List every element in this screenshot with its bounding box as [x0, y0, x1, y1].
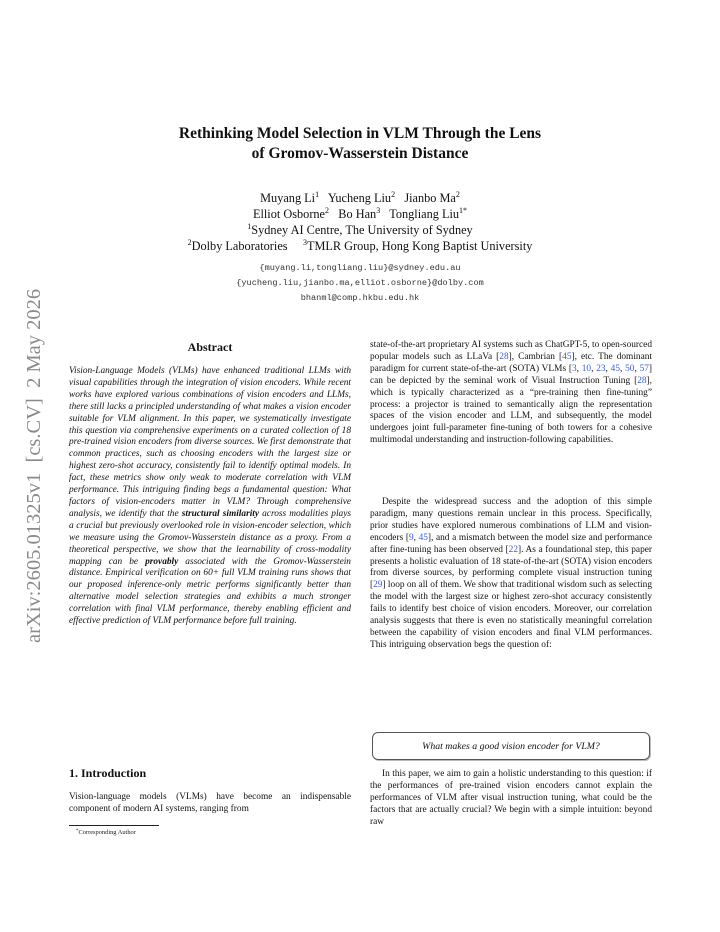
paragraph-text: Despite the widespread success and the adoption of this simple paradigm, many questions remain unclear in this process. Specifically, prior studies have explored numerous combinations of LLM and vision-encoders [ [370, 497, 652, 543]
citation-link[interactable]: 50 [625, 363, 635, 374]
abstract-text: Vision-Language Models (VLMs) have enhanced traditional LLMs with visual capabilities through the integration of vision encoders. While recent works have explored various combinations of vision encoders and LLMs, there still lacks a principled understanding of what makes a vision encoder suitable for VLM alignment. In this paper, we systematically investigate this question via comprehensive experiments on a curated collection of 18 pre-trained vision encoders from diverse sources. We first demonstrate that common practices, such as choosing encoders with the largest size or highest zero-shot accuracy, consistently fail to identify optimal models. In fact, these metrics show only weak to moderate correlation with VLM performance. This intriguing finding begs a fundamental question: What factors of vision-encoders matter in VLM? Through comprehensive analysis, we identify that the [69, 366, 351, 519]
email-block [110, 261, 610, 306]
affiliation: Sydney AI Centre, The University of Sydney [251, 223, 473, 237]
affiliation: Dolby Laboratories [191, 239, 288, 253]
paragraph-text: , [605, 363, 611, 374]
citation-link[interactable]: 57 [639, 363, 649, 374]
citation-link[interactable]: 45 [610, 363, 620, 374]
author-sup: 1* [459, 206, 468, 215]
intro-right-paragraph-1 [370, 340, 652, 447]
abstract-text: associated with the Gromov-Wasserstein distance. Empirical verification on 60+ full VLM training runs shows that our proposed inference-only metric performs significantly better than alternative model selection strategies and exhibits a much stronger correlation with final VLM performance, thereby enabling efficient and effective prediction of VLM performance before full training. [69, 556, 351, 627]
author-name: Yucheng Liu [327, 191, 392, 205]
author-line-2 [110, 206, 610, 222]
author-sup: 2 [455, 190, 460, 199]
intro-right-paragraph-2 [370, 497, 652, 652]
paragraph-text: ], and a mismatch between the model size and performance after fine-tuning has been observed [ [370, 532, 652, 555]
affiliation: TMLR Group, Hong Kong Baptist University [306, 239, 533, 253]
paragraph-text: ] loop on all of them. We show that traditional wisdom such as selecting the model with the largest size or highest zero-shot accuracy consistently fails to identify best choice of vision encoders. Moreover, our correlation analysis suggests that there is even no statistically meaningful correlation between the capability of vision encoders and final VLM performances. This intriguing observation begs the question of: [370, 580, 652, 650]
paragraph-text: ], Cambrian [ [508, 351, 563, 362]
citation-link[interactable]: 45 [562, 351, 572, 362]
research-question: What makes a good vision encoder for VLM? [422, 740, 600, 752]
citation-link[interactable]: 28 [637, 375, 647, 386]
author-name: Bo Han [338, 207, 377, 221]
intro-left-text: Vision-language models (VLMs) have become an indispensable component of modern AI systems, ranging from [69, 792, 351, 814]
author-sup: 2 [325, 206, 330, 215]
email-line: bhanml@comp.hkbu.edu.hk [300, 293, 420, 303]
citation-link[interactable]: 45 [418, 532, 428, 543]
email-line: {yucheng.liu,jianbo.ma,elliot.osborne}@dolby.com [236, 278, 484, 288]
paragraph-text: , [620, 363, 626, 374]
intro-right-paragraph-3: In this paper, we aim to gain a holistic understanding to this question: if the performances of pre-trained vision encoders cannot explain the performances of VLM after visual instruction tuning, what could be the factors that are actually crucial? We begin with a simple intuition: beyond raw [370, 769, 652, 827]
paragraph-text: , [634, 363, 640, 374]
footnote [76, 829, 136, 836]
paragraph-text: , [591, 363, 597, 374]
abstract-emphasis: structural similarity [181, 508, 260, 519]
paragraph-text: state-of-the-art proprietary AI systems such as ChatGPT-5, to open-sourced popular models such as LLaVa [ [370, 340, 652, 362]
section-heading-introduction: 1. Introduction [69, 766, 147, 780]
abstract-text: across modalities plays a crucial but previously overlooked role in vision-encoder selection, which we measure using the Gromov-Wasserstein distance as a proxy. From a theoretical perspective, we show that the learnability of cross-modality mapping can be [69, 508, 351, 567]
abstract-heading: Abstract [187, 340, 233, 354]
citation-link[interactable]: 22 [508, 544, 518, 555]
paragraph-text: , [413, 532, 419, 543]
affil-sup: 2 [187, 238, 192, 247]
abstract-body [69, 366, 351, 628]
affil-sup: 1 [247, 222, 252, 231]
title-line-1: Rethinking Model Selection in VLM Through the Lens [178, 125, 542, 142]
citation-link[interactable]: 10 [581, 363, 592, 374]
citation-link[interactable]: 23 [596, 363, 606, 374]
title-line-2: of Gromov-Wasserstein Distance [251, 145, 469, 162]
arxiv-stamp [8, 255, 48, 645]
paper-title [110, 124, 610, 164]
abstract-emphasis: provably [145, 556, 179, 567]
author-name: Elliot Osborne [252, 207, 326, 221]
author-name: Muyang Li [260, 191, 316, 205]
paragraph-text: , [576, 363, 582, 374]
affiliation-line-1 [110, 222, 610, 238]
citation-link[interactable]: 29 [373, 580, 383, 591]
paragraph-text: ]. As a foundational step, this paper presents a holistic evaluation of 18 state-of-the-art (SOTA) vision encoders from diverse sources, by performing complete visual instruction tuning [ [370, 544, 652, 591]
author-line-1 [110, 190, 610, 206]
affiliation-line-2 [110, 238, 610, 254]
author-block [110, 190, 610, 254]
footnote-mark: * [76, 829, 79, 834]
citation-link[interactable]: 28 [499, 351, 509, 362]
author-sup: 2 [391, 190, 396, 199]
author-sup: 3 [376, 206, 381, 215]
footnote-text: Corresponding Author [78, 829, 136, 836]
paragraph-text: ], which is typically characterized as a “pre-training then fine-tuning” process: a projector is trained to semantically align the representation spaces of the vision encoder and LLM, and subsequently, the model undergoes joint full-parameter fine-tuning of both towers for a cohesive multimodal understanding and instruction-following capabilities. [370, 375, 652, 446]
citation-link[interactable]: 3 [571, 363, 577, 374]
paragraph-text: ] can be depicted by the seminal work of Visual Instruction Tuning [ [370, 363, 653, 386]
research-question-box [372, 732, 650, 760]
email-line: {muyang.li,tongliang.liu}@sydney.edu.au [259, 263, 461, 273]
author-name: Tongliang Liu [389, 207, 460, 221]
author-name: Jianbo Ma [404, 191, 456, 205]
arxiv-stamp-text: arXiv:2605.01325v1 [cs.CV] 2 May 2026 [23, 288, 45, 643]
author-sup: 1 [315, 190, 320, 199]
paragraph-text: ], etc. The dominant paradigm for current state-of-the-art (SOTA) VLMs [ [370, 351, 653, 374]
citation-link[interactable]: 9 [408, 532, 414, 543]
affil-sup: 3 [302, 238, 307, 247]
footnote-rule [69, 825, 159, 826]
